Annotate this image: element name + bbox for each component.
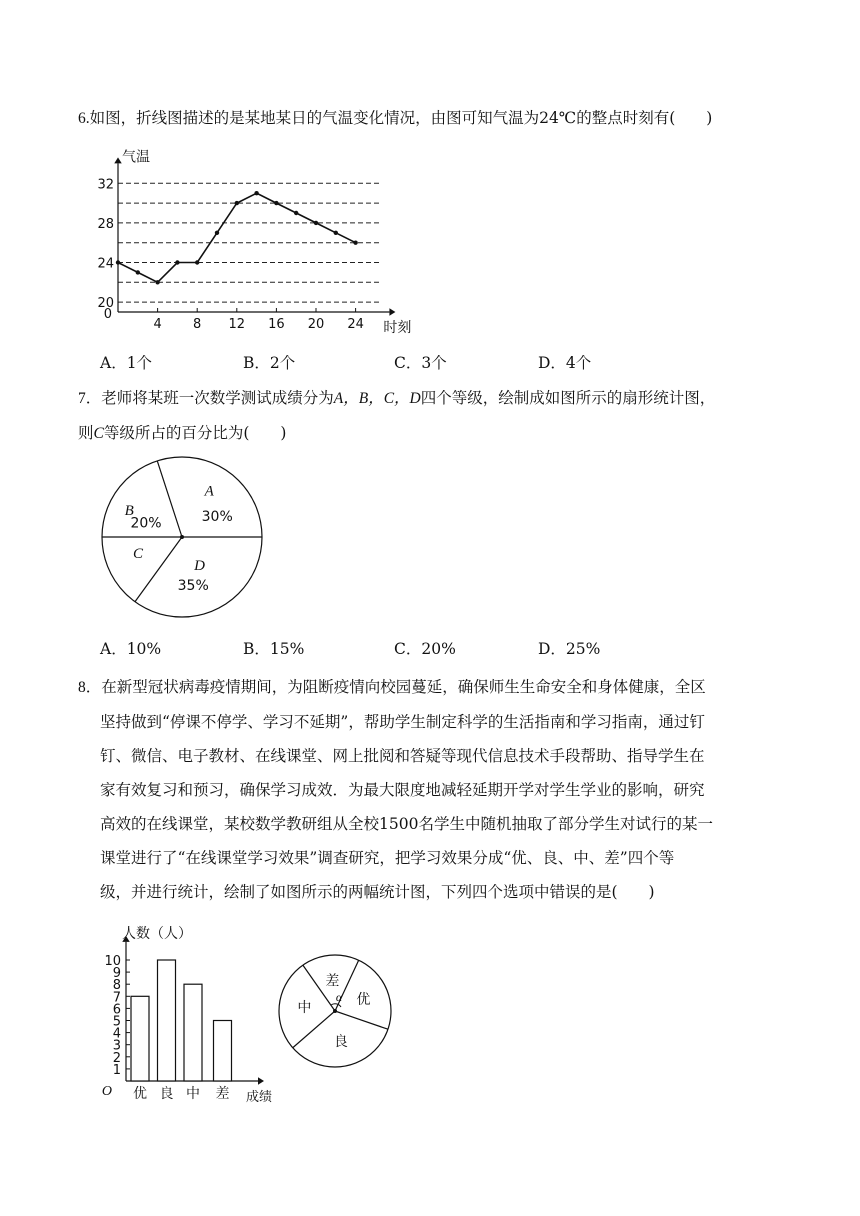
y-tick-label: 5	[112, 1014, 121, 1030]
x-tick-label: 4	[153, 317, 162, 332]
x-tick-label: 优	[133, 1086, 147, 1102]
slice-label-C: C	[132, 546, 144, 562]
slice-label-差: 差	[325, 973, 340, 990]
question-line: 在新型冠状病毒疫情期间，为阻断疫情向校园蔓延，确保师生生命安全和身体健康，全区	[101, 678, 706, 696]
option-a[interactable]: A．1个	[100, 354, 153, 372]
x-tick-label: 16	[268, 317, 285, 332]
y-tick-label: 2	[112, 1050, 121, 1066]
question-number: 6.	[78, 110, 90, 127]
slice-percent-D: 35%	[177, 578, 209, 594]
x-tick-label: 差	[215, 1086, 230, 1102]
slice-label-D: D	[194, 558, 206, 574]
question-text: 则	[78, 424, 94, 442]
question-line: 坚持做到“停课不停学、学习不延期”，帮助学生制定科学的生活指南和学习指南，通过钉	[100, 713, 705, 731]
slice-label-中: 中	[297, 1000, 312, 1017]
y-tick-label: 6	[112, 1002, 121, 1018]
question-text: 等级所占的百分比为( )	[103, 424, 287, 442]
x-axis-label: 成绩	[246, 1090, 273, 1105]
y-tick-label: 32	[97, 177, 114, 193]
y-tick-label: 24	[97, 256, 114, 272]
y-tick-label: 4	[112, 1026, 121, 1042]
x-tick-label: 20	[307, 317, 325, 332]
x-tick-label: 中	[186, 1086, 200, 1102]
y-tick-label: 7	[112, 990, 121, 1006]
angle-alpha-label: α	[335, 990, 343, 1004]
slice-boundary-中	[293, 1011, 335, 1048]
question-line: 级，并进行统计，绘制了如图所示的两幅统计图，下列四个选项中错误的是( )	[100, 883, 655, 901]
slice-label-B: B	[124, 502, 134, 519]
x-tick-label: 8	[193, 317, 202, 332]
y-tick-label: 1	[112, 1062, 121, 1078]
slice-percent-B: 20%	[130, 515, 162, 532]
option-b[interactable]: B．15%	[243, 640, 305, 658]
y-tick-label: 10	[104, 954, 121, 969]
option-d[interactable]: D．4个	[538, 354, 592, 372]
option-a[interactable]: A．10%	[100, 640, 162, 658]
slice-label-良: 良	[333, 1034, 348, 1051]
x-tick-label: 12	[228, 317, 246, 332]
slice-boundary-良	[335, 1011, 388, 1029]
grade-letters: A，B，C，D	[333, 390, 421, 407]
question-line: 高效的在线课堂，某校数学教研组从全校1500名学生中随机抽取了部分学生对试行的某一	[100, 815, 713, 833]
origin-label: 0	[103, 307, 112, 322]
question-text: 四个等级，绘制成如图所示的扇形统计图，	[420, 389, 716, 407]
pie-center	[333, 1009, 337, 1013]
x-tick-label: 良	[159, 1086, 174, 1102]
y-axis-label: 人数（人）	[122, 925, 192, 942]
y-tick-label: 20	[97, 296, 114, 312]
y-tick-label: 8	[112, 978, 121, 994]
option-c[interactable]: C．20%	[394, 640, 456, 658]
question-text: 老师将某班一次数学测试成绩分为	[101, 389, 334, 407]
question-line: 钉、微信、电子教材、在线课堂、网上批阅和答疑等现代信息技术手段帮助、指导学生在	[100, 747, 705, 765]
option-b[interactable]: B．2个	[243, 354, 296, 372]
x-axis-label: 时刻	[383, 320, 412, 336]
slice-label-A: A	[204, 483, 214, 500]
slice-percent-A: 30%	[201, 509, 233, 526]
origin-label: O	[101, 1084, 112, 1099]
y-tick-label: 28	[97, 216, 114, 232]
question-number: 7．	[78, 390, 102, 407]
question-line: 课堂进行了“在线课堂学习效果”调查研究，把学习效果分成“优、良、中、差”四个等	[100, 849, 675, 867]
y-tick-label: 3	[112, 1038, 121, 1054]
y-tick-label: 9	[112, 966, 121, 982]
question-number: 8．	[78, 679, 102, 696]
option-c[interactable]: C．3个	[394, 354, 447, 372]
question-text: 如图，折线图描述的是某地某日的气温变化情况，由图可知气温为24℃的整点时刻有( )	[89, 109, 713, 127]
option-d[interactable]: D．25%	[538, 640, 601, 658]
grade-letter-c: C	[93, 425, 104, 442]
question-line: 家有效复习和预习，确保学习成效．为最大限度地减轻延期开学对学生学业的影响，研究	[100, 781, 705, 799]
x-tick-label: 24	[347, 317, 364, 332]
y-axis-label: 气温	[122, 149, 150, 166]
slice-label-优: 优	[356, 991, 371, 1008]
